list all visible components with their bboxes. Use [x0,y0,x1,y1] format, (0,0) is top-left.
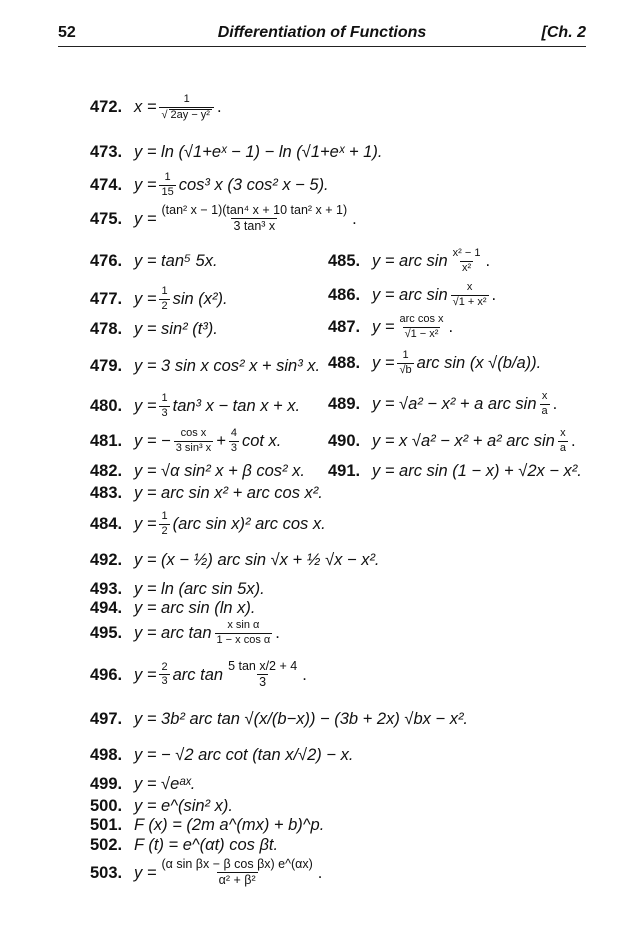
problem-number: 500. [90,797,123,815]
problem-number: 492. [90,551,123,569]
expression: y = 3 sin x cos² x + sin³ x. [134,357,321,375]
problem-number: 497. [90,710,123,728]
problem-497 [90,710,468,728]
problem-496: 496. y = $\frac{2}{3}$ arc tan $\frac{\text{5 tan x/2 + 4}}{3}$ . [90,659,307,690]
expression: y = √α sin² x + β cos² x. [134,462,305,480]
problem-number: 482. [90,462,123,480]
page-header [58,24,586,48]
expression: tan³ x − tan x + x. [172,396,301,415]
expression: y = − √2 arc cot (tan x/√2) − x. [134,746,354,764]
problem-number: 485. [328,251,361,270]
problem-493 [90,580,265,598]
problem-number: 503. [90,863,123,882]
problem-number: 481. [90,431,123,450]
problem-481: 481. y = − $\frac{\text{cos x}}{\text{3 sin³ x}}$ + $\frac{4}{3}$ cot x. [90,427,282,454]
expression: y = arc sin x² + arc cos x². [134,484,323,502]
expression: y = sin² (t³). [134,320,218,338]
problem-number: 499. [90,775,123,793]
problem-492 [90,551,380,569]
expression: y = [134,175,157,194]
problem-491 [328,462,582,480]
problem-number: 484. [90,514,123,533]
expression: y = √a² − x² + a arc sin [372,394,537,413]
problem-number: 473. [90,143,123,161]
problem-number: 495. [90,623,123,642]
problem-number: 501. [90,816,123,834]
expression: x = [134,98,157,117]
problem-483 [90,484,323,502]
problem-472: 472. x = $\frac{1}{\text{√ 2ay − y²}}$ . [90,93,222,121]
expression: y = e^(sin² x). [134,797,233,815]
expression: y = √eᵃˣ. [134,775,196,793]
problem-480: 480. y = $\frac{1}{3}$ tan³ x − tan x + x. [90,392,301,419]
problem-477: 477. y = $\frac{1}{2}$ sin (x²). [90,285,228,312]
problem-number: 488. [328,353,361,372]
problem-number: 493. [90,580,123,598]
problem-number: 496. [90,665,123,684]
problem-499 [90,775,195,793]
problem-487: 487. y = $\frac{\text{arc cos x}}{\text{√1 − x²}}$ . [328,313,454,340]
expression: y = (x − ½) arc sin √x + ½ √x − x². [134,551,380,569]
fraction: $\frac{\text{(tan² x − 1)(tan⁴ x + 10 tan² x + 1)}}{\text{3 tan³ x}}$ [161,203,348,234]
problem-number: 474. [90,175,123,194]
expression: cot x. [241,431,282,450]
problem-486: 486. y = arc sin $\frac{x}{\text{√1 + x²}}$ . [328,281,497,308]
problem-number: 476. [90,252,123,270]
expression: y = x √a² − x² + a² arc sin [372,431,555,450]
problem-number: 489. [328,394,361,413]
expression: y = ln (√1+eˣ − 1) − ln (√1+eˣ + 1). [134,143,383,161]
problem-number: 472. [90,98,123,117]
problem-475: 475. y = $\frac{\text{(tan² x − 1)(tan⁴ x + 10 tan² x + 1)}}{\text{3 tan³ x}}$ . [90,203,357,234]
problem-number: 494. [90,599,123,617]
problem-478 [90,320,218,338]
problem-489: 489. y = √a² − x² + a arc sin $\frac{x}{a}$ . [328,390,558,417]
problem-502 [90,836,278,854]
problem-494 [90,599,256,617]
expression: y = 3b² arc tan √(x/(b−x)) − (3b + 2x) √bx − x². [134,710,469,728]
expression: F (t) = e^(αt) cos βt. [134,836,279,854]
problem-number: 479. [90,357,123,375]
problem-495: 495. y = arc tan $\frac{\text{x sin α}}{\text{1 − x cos α}}$ . [90,619,280,646]
problem-number: 502. [90,836,123,854]
problem-500 [90,797,233,815]
running-title: Differentiation of Functions [217,24,427,41]
expression: sin (x²). [172,289,228,308]
expression: y = arc sin (1 − x) + √2x − x². [372,462,582,480]
problem-474: 474. y = $\frac{1}{15}$ cos³ x (3 cos² x − 5). [90,171,329,198]
problem-503: 503. y = $\frac{\text{(α sin βx − β cos βx) e\textasciicircum{}(αx)}}{\text{α² + β²}}$ . [90,857,323,888]
problem-473 [90,143,382,161]
problem-485: 485. y = arc sin $\frac{\text{x² − 1}}{\text{x²}}$ . [328,247,491,274]
problem-501 [90,816,324,834]
problem-number: 480. [90,396,123,415]
expression: y = tan⁵ 5x. [134,252,218,270]
problem-484: 484. y = $\frac{1}{2}$ (arc sin x)² arc cos x. [90,510,326,537]
header-rule [58,46,586,47]
problem-number: 477. [90,289,123,308]
problem-number: 498. [90,746,123,764]
page-number: 52 [58,24,76,41]
chapter-label: [Ch. 2 [541,24,586,41]
problem-490: 490. y = x √a² − x² + a² arc sin $\frac{x}{a}$ . [328,427,576,454]
expression: arc sin (x √(b/a)). [416,353,542,372]
problem-number: 483. [90,484,123,502]
fraction: $\frac{1}{\text{√ 2ay − y²}}$ [159,94,213,121]
problem-number: 475. [90,209,123,228]
problem-476 [90,252,218,270]
problem-482 [90,462,305,480]
problem-488: 488. y = $\frac{1}{√b}$ arc sin (x √(b/a)). [328,349,542,376]
problem-479 [90,357,320,375]
problem-number: 486. [328,285,361,304]
problem-number: 490. [328,431,361,450]
problem-498 [90,746,353,764]
problem-number: 491. [328,462,361,480]
problem-number: 487. [328,317,361,336]
problem-number: 478. [90,320,123,338]
expression: cos³ x (3 cos² x − 5). [178,175,329,194]
expression: F (x) = (2m a^(mx) + b)^p. [134,816,325,834]
expression: y = arc sin (ln x). [134,599,256,617]
expression: (arc sin x)² arc cos x. [172,514,326,533]
expression: y = ln (arc sin 5x). [134,580,265,598]
